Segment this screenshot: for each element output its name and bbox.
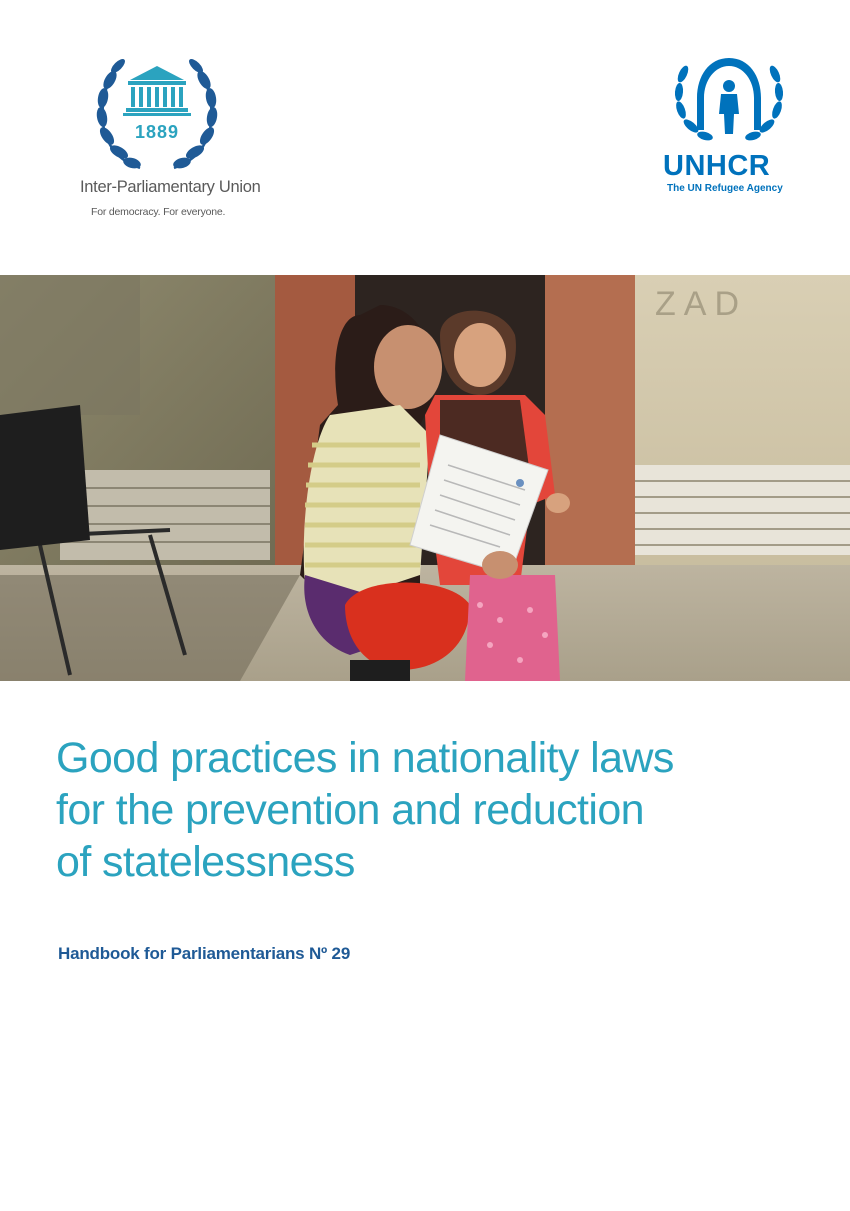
title-line-1: Good practices in nationality laws [56,734,674,782]
unhcr-name: UNHCR [663,150,771,182]
wall-graffiti-text: ZAD [655,285,747,323]
handbook-subtitle: Handbook for Parliamentarians Nº 29 [58,944,351,963]
parliament-building-icon [123,66,191,116]
ipu-tagline: For democracy. For everyone. [91,206,226,218]
ipu-name: Inter-Parliamentary Union [80,178,261,196]
unhcr-tagline: The UN Refugee Agency [667,183,783,194]
ipu-logo [80,50,270,230]
title-line-3: of statelessness [56,838,355,886]
title-line-2: for the prevention and reduction [56,786,644,834]
document-title [56,732,816,888]
unhcr-logo [655,52,805,202]
ipu-emblem-icon [92,50,222,175]
ipu-year: 1889 [134,122,180,142]
cover-photo [0,275,850,681]
mother-and-child-photo [0,275,850,681]
unhcr-emblem-icon [669,52,789,147]
